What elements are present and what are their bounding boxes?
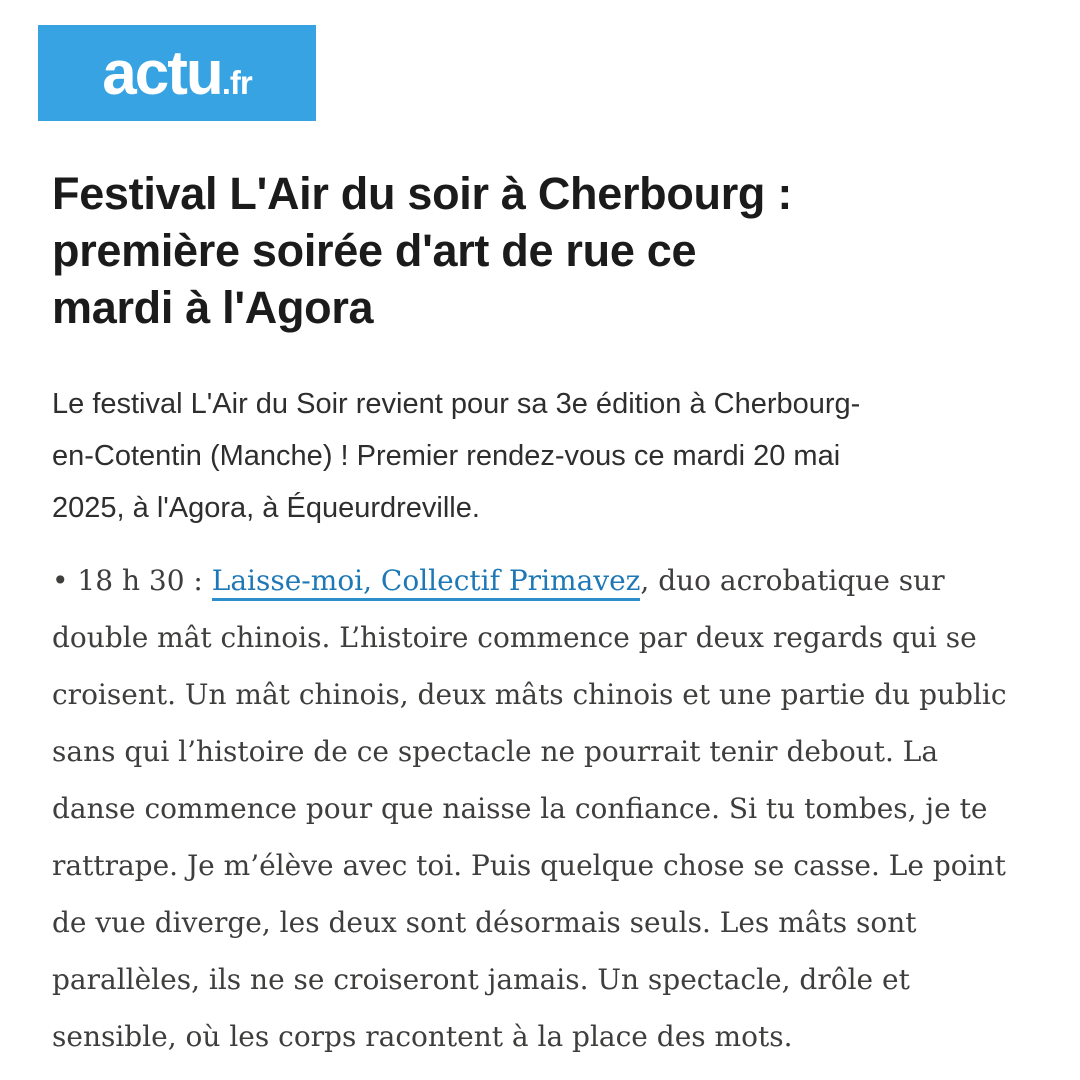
title-line: Festival L'Air du soir à Cherbourg : [52,168,793,219]
body-line: croisent. Un mât chinois, deux mâts chinois et une partie du public [52,678,1007,711]
article-lede [52,378,1040,534]
article-body [52,552,1040,1065]
logo-tld: .fr [221,64,252,101]
article-content [52,165,1040,1065]
actu-logo-text [102,39,251,109]
title-line: première soirée d'art de rue ce [52,225,697,276]
lede-line: en-Cotentin (Manche) ! Premier rendez-vous ce mardi 20 mai [52,440,841,472]
schedule-time-label: • 18 h 30 : [52,564,212,597]
logo-brand: actu [102,39,222,108]
lede-line: 2025, à l'Agora, à Équeurdreville. [52,492,480,524]
body-line: de vue diverge, les deux sont désormais seuls. Les mâts sont [52,906,917,939]
title-line: mardi à l'Agora [52,282,374,333]
body-line: rattrape. Je m’élève avec toi. Puis quelque chose se casse. Le point [52,849,1006,882]
body-line-with-link [52,552,1040,609]
article-title [52,165,1040,336]
show-link[interactable]: Laisse-moi, Collectif Primavez [212,564,641,601]
body-line: sans qui l’histoire de ce spectacle ne pourrait tenir debout. La [52,735,939,768]
actu-logo[interactable] [38,25,316,121]
body-line: parallèles, ils ne se croiseront jamais. Un spectacle, drôle et [52,963,910,996]
body-line: double mât chinois. L’histoire commence par deux regards qui se [52,621,977,654]
body-line: sensible, où les corps racontent à la place des mots. [52,1020,793,1053]
lede-line: Le festival L'Air du Soir revient pour sa 3e édition à Cherbourg- [52,388,861,420]
body-text-after-link: , duo acrobatique sur [640,564,945,597]
body-line: danse commence pour que naisse la confiance. Si tu tombes, je te [52,792,988,825]
